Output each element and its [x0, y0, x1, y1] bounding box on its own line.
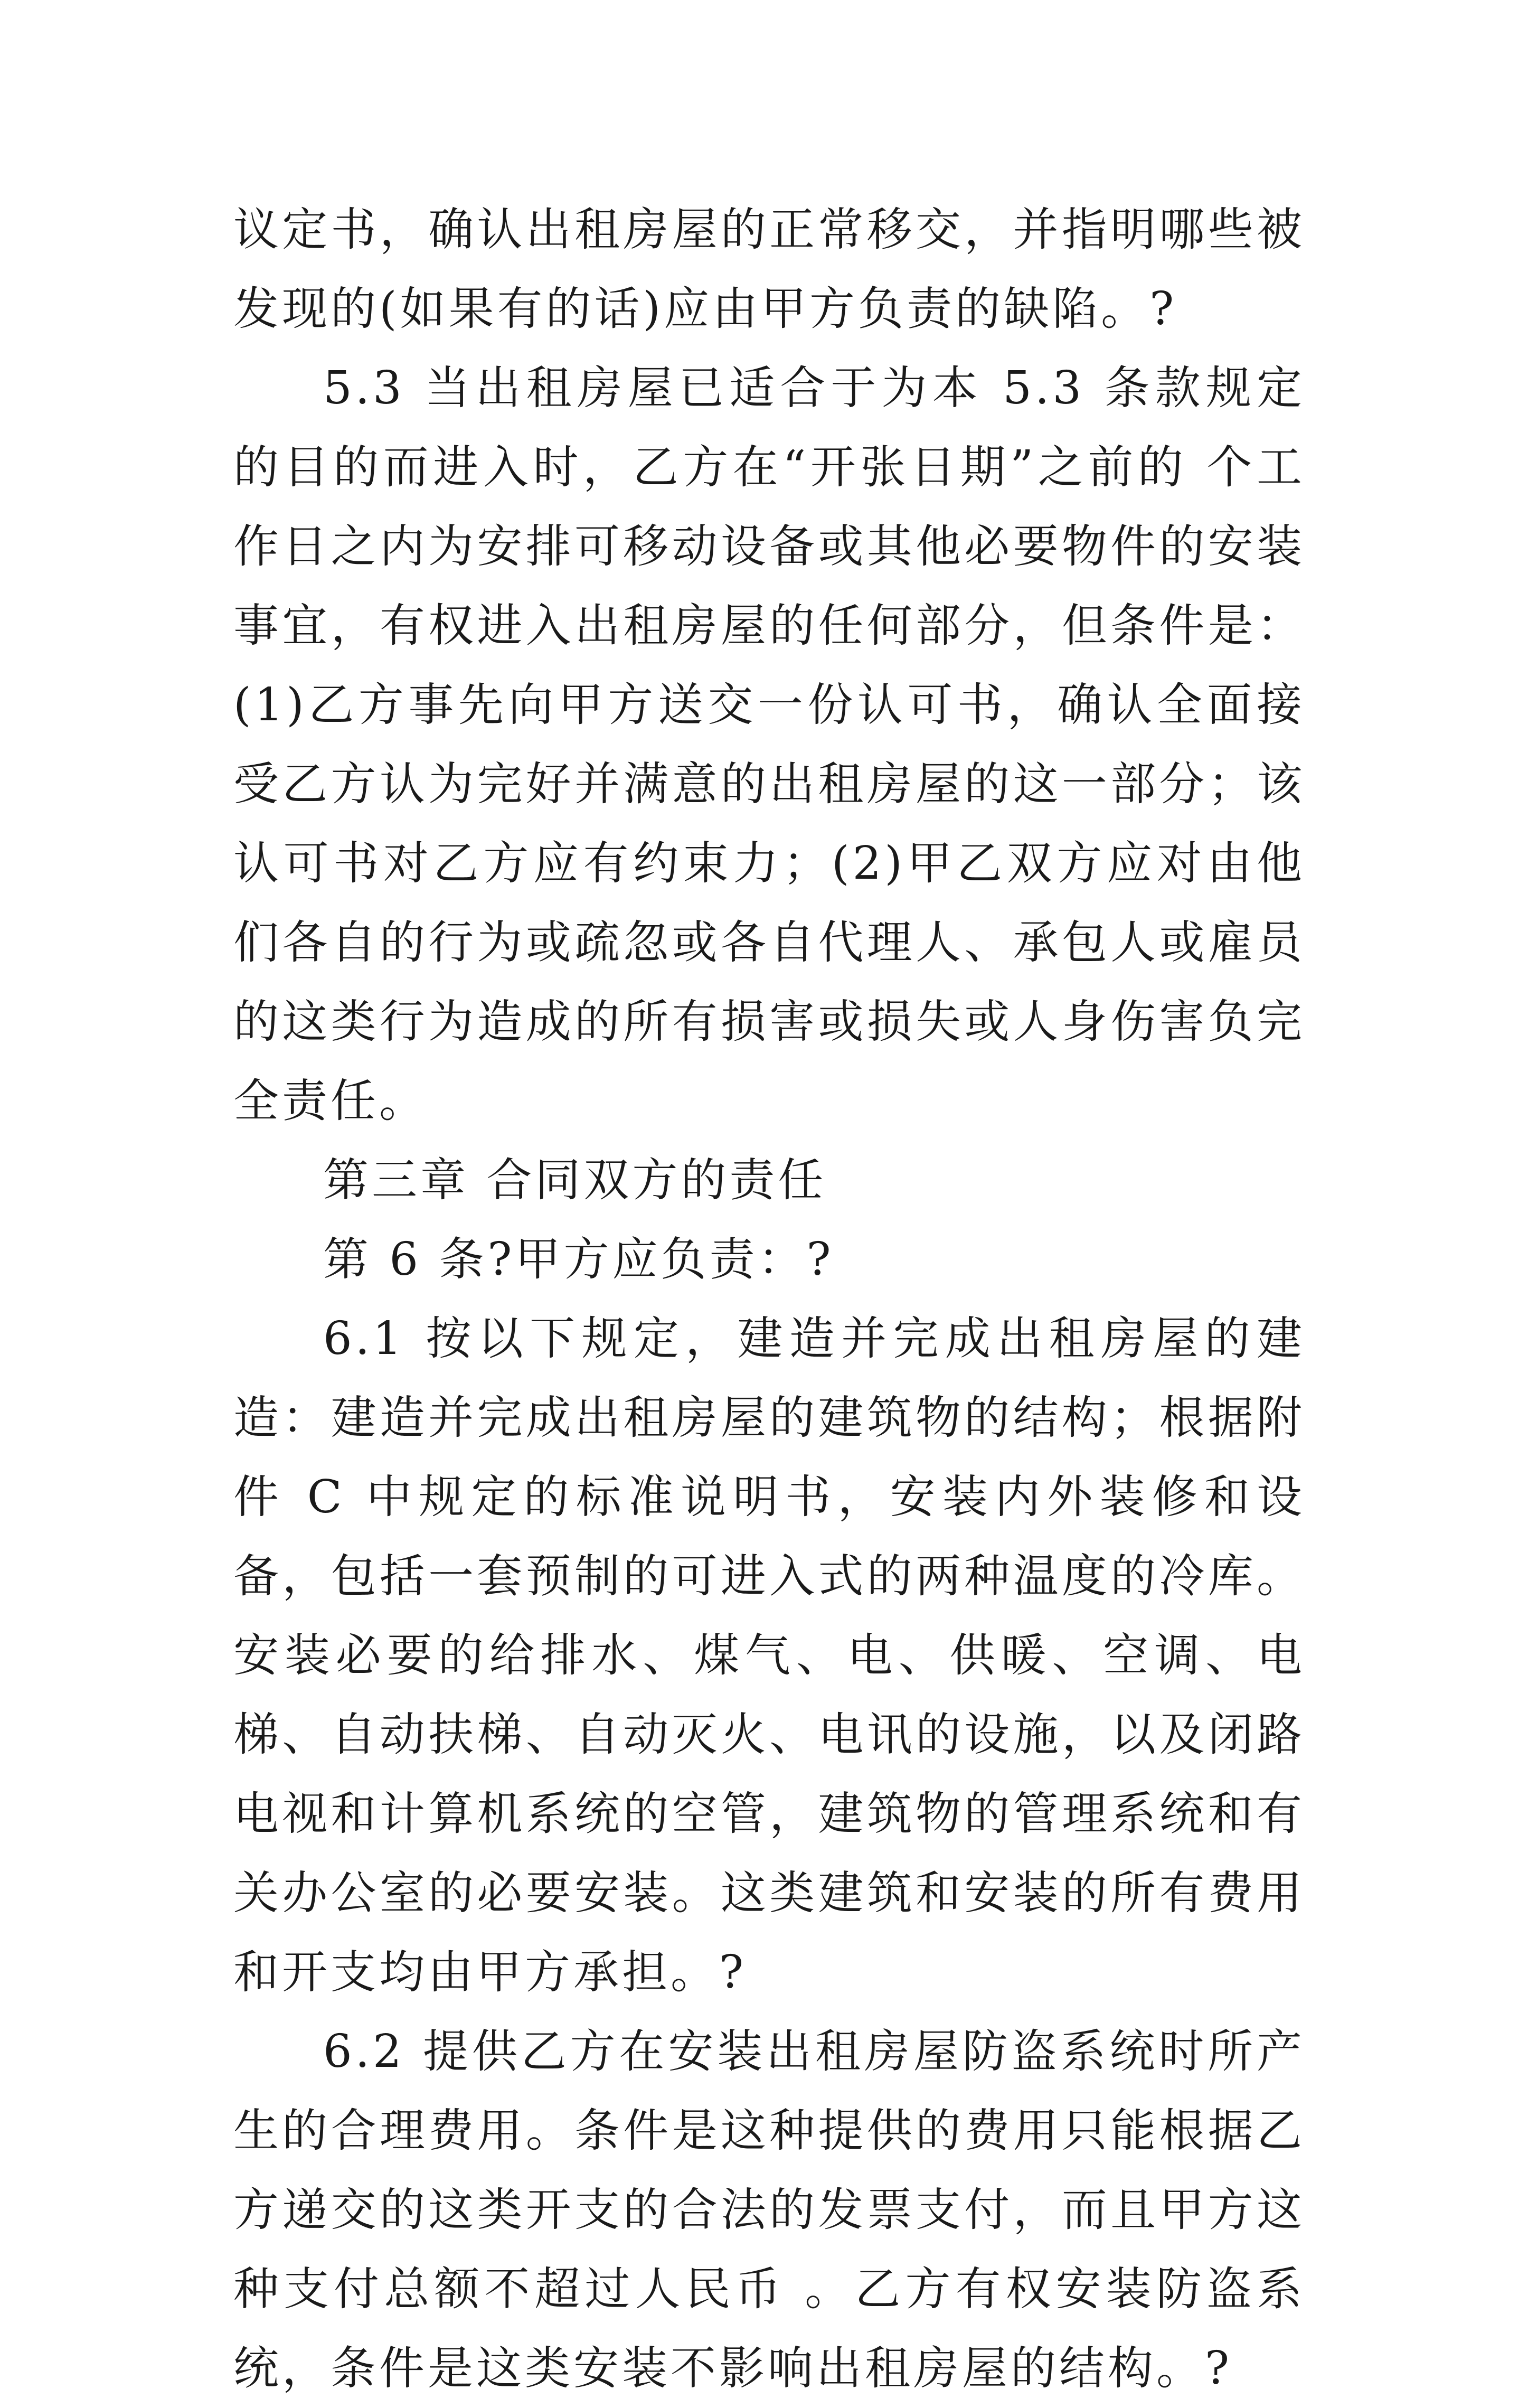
paragraph-clause-5-3: 5.3 当出租房屋已适合于为本 5.3 条款规定的目的而进入时，乙方在“开张日期”之前的 个工作日之内为安排可移动设备或其他必要物件的安装事宜，有权进入出租房屋的任何部分，但条件是：(1)乙方事先向甲方送交一份认可书，确认全面接受乙方认为完好并满意的出租房屋的这一部分；该认可书对乙方应有约束力；(2)甲乙双方应对由他们各自的行为或疏忽或各自代理人、承包人或雇员的这类行为造成的所有损害或损失或人身伤害负完全责任。 — [233, 362, 1305, 1127]
article-6-heading: 第 6 条?甲方应负责：? — [323, 1233, 834, 1286]
paragraph-clause-6-2: 6.2 提供乙方在安装出租房屋防盗系统时所产生的合理费用。条件是这种提供的费用只能根据乙方递交的这类开支的合法的发票支付，而且甲方这种支付总额不超过人民币 。乙方有权安装防盗系统，条件是这类安装不影响出租房屋的结构。? — [233, 2025, 1305, 2395]
chapter-heading: 第三章 合同双方的责任 — [323, 1154, 827, 1207]
paragraph-protocol-continuation: 议定书，确认出租房屋的正常移交，并指明哪些被发现的(如果有的话)应由甲方负责的缺陷。? — [233, 203, 1305, 335]
document-body — [233, 190, 1305, 2408]
paragraph-clause-6-1: 6.1 按以下规定，建造并完成出租房屋的建造：建造并完成出租房屋的建筑物的结构；根据附件 C 中规定的标准说明书，安装内外装修和设备，包括一套预制的可进入式的两种温度的冷库。安装必要的给排水、煤气、电、供暖、空调、电梯、自动扶梯、自动灭火、电讯的设施，以及闭路电视和计算机系统的空管，建筑物的管理系统和有关办公室的必要安装。这类建筑和安装的所有费用和开支均由甲方承担。? — [233, 1312, 1305, 1999]
